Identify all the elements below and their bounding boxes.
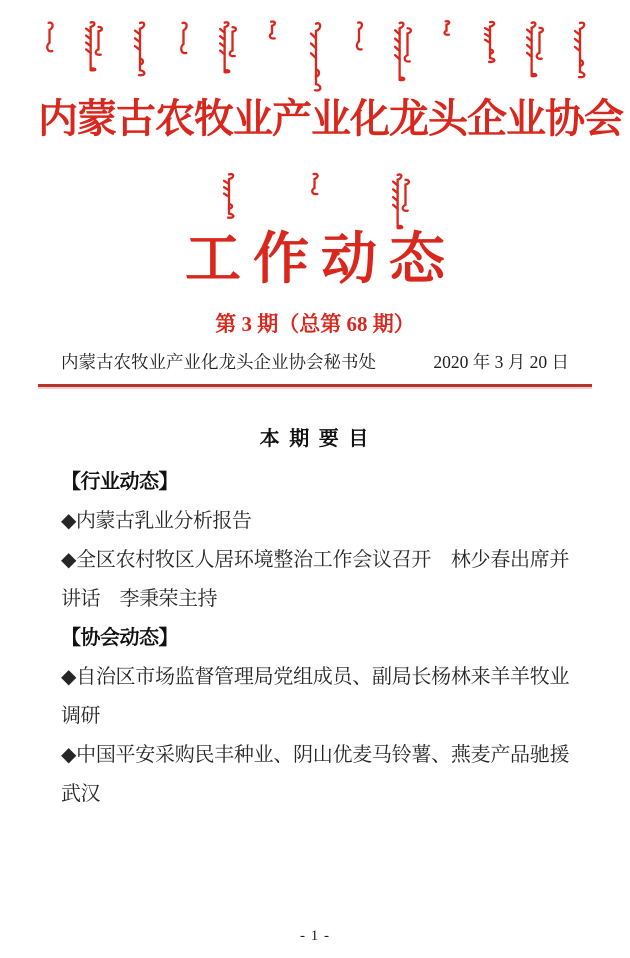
mongolian-script-glyph [308,20,324,94]
publisher-row [38,351,592,374]
toc-body [38,463,592,814]
toc-item: ◆自治区市场监督管理局党组成员、副局长杨林来羊羊牧业调研 [61,665,569,727]
toc-item: ◆全区农村牧区人居环境整治工作会议召开 林少春出席并讲话 李秉荣主持 [61,548,569,610]
toc-item: ◆内蒙古乳业分析报告 [61,509,252,532]
toc-section-title-association: 【协会动态】 [61,626,178,649]
mongolian-script-glyph [440,20,453,36]
mongolian-script-row-top [38,20,592,100]
page-number: - 1 - [300,928,330,944]
mongolian-script-glyph [307,172,322,196]
toc-item: ◆中国平安采购民丰种业、阴山优麦马铃薯、燕麦产品驰援武汉 [61,743,569,805]
org-title: 内蒙古农牧业产业化龙头企业协会 [38,96,623,141]
bulletin-title: 工作动态 [185,229,457,291]
mongolian-script-glyph [392,172,410,230]
mongolian-script-glyph [482,20,498,64]
mongolian-script-glyph [132,20,148,78]
issue-line: 第 3 期（总第 68 期） [215,312,415,336]
mongolian-script-glyph [265,20,279,40]
mongolian-script-glyph [572,20,588,80]
mongolian-script-glyph [85,20,103,72]
mongolian-script-glyph [352,20,366,52]
toc-heading: 本 期 要 目 [259,427,371,450]
mongolian-script-glyph [42,20,57,54]
red-rule-divider [38,384,592,389]
mongolian-script-glyph [221,172,237,220]
mongolian-script-glyph [219,20,237,74]
publish-date: 2020 年 3 月 20 日 [433,352,569,373]
mongolian-script-glyph [176,20,191,56]
mongolian-script-glyph [394,20,412,82]
publisher-name: 内蒙古农牧业产业化龙头企业协会秘书处 [61,352,376,373]
mongolian-script-row-middle [38,172,592,230]
toc-section-title-industry: 【行业动态】 [61,470,178,493]
mongolian-script-glyph [526,20,544,78]
